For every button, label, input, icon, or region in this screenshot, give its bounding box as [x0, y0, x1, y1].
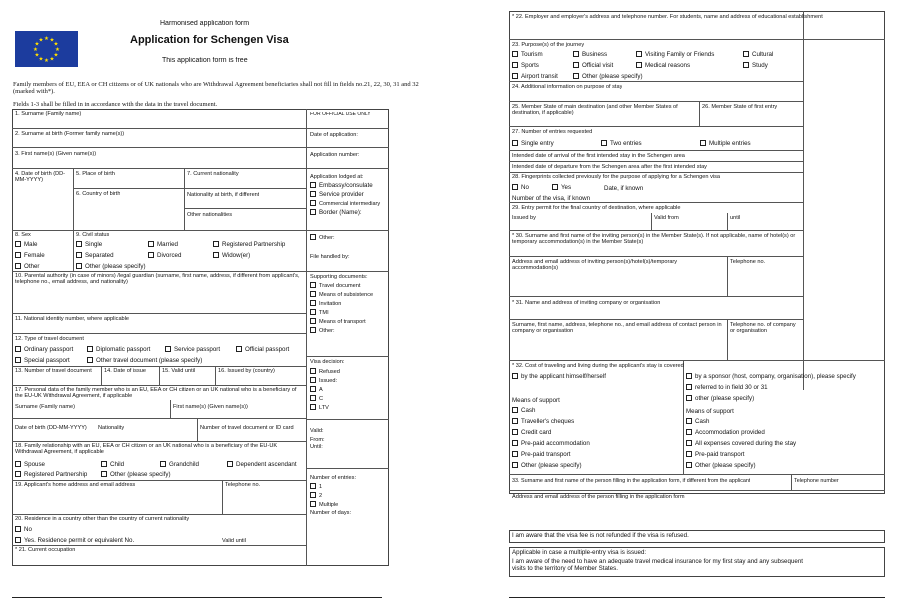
civil-separated-checkbox[interactable]: Separated: [76, 252, 114, 259]
civil-widow-checkbox[interactable]: Widow(er): [213, 252, 250, 259]
visa-ltv-checkbox[interactable]: LTV: [310, 404, 329, 412]
purpose-study-checkbox[interactable]: Study: [743, 62, 768, 69]
permit-valid-from-label: Valid from: [654, 215, 679, 221]
valid-from-label: From:: [310, 437, 325, 443]
eu-stars-icon: [15, 31, 78, 67]
civil-other-checkbox[interactable]: Other (please specify): [76, 263, 146, 270]
visa-a-checkbox[interactable]: A: [310, 386, 323, 394]
field-31-company-label: * 31. Name and address of inviting company or organisation: [512, 300, 661, 306]
purpose-cultural-checkbox[interactable]: Cultural: [743, 51, 773, 58]
company-telephone-label: Telephone no. of company or organisation: [730, 322, 796, 335]
civil-registered-partnership-checkbox[interactable]: Registered Partnership: [213, 241, 285, 248]
field-8-sex-label: 8. Sex: [15, 232, 31, 238]
field-2-surname-birth-label: 2. Surname at birth (Former family name(s)): [15, 131, 125, 137]
inviting-address-label: Address and email address of inviting person(s)/hotel(s)/temporary accommodation(s): [512, 259, 678, 272]
nationality-birth-label: Nationality at birth, if different: [187, 192, 260, 198]
eu-star-icon: ★: [34, 41, 40, 48]
visa-decision-label: Visa decision:: [310, 359, 345, 365]
field-19-address-label: 19. Applicant's home address and email address: [15, 482, 136, 488]
entries-two-checkbox[interactable]: Two entries: [601, 140, 642, 147]
lodged-service-provider-checkbox[interactable]: Service provider: [310, 191, 364, 198]
purpose-tourism-checkbox[interactable]: Tourism: [512, 51, 543, 58]
doc-special-passport-checkbox[interactable]: Special passport: [15, 357, 70, 364]
form-subtitle: Harmonised application form: [160, 20, 250, 27]
visa-refused-checkbox[interactable]: Refused: [310, 368, 340, 376]
doc-other-checkbox[interactable]: Other travel document (please specify): [87, 357, 202, 364]
field-13-doc-number-label: 13. Number of travel document: [15, 368, 92, 374]
purpose-family-checkbox[interactable]: Visiting Family or Friends: [636, 51, 714, 58]
rel-grandchild-checkbox[interactable]: Grandchild: [160, 461, 199, 468]
official-use-label: FOR OFFICIAL USE ONLY: [310, 112, 371, 117]
lodged-commercial-checkbox[interactable]: Commercial intermediary: [310, 200, 380, 208]
fingerprints-no-checkbox[interactable]: No: [512, 184, 529, 191]
field-23-purpose-label: 23. Purpose(s) of the journey: [512, 42, 585, 48]
means-support-right-label: Means of support: [686, 408, 734, 415]
page-2-footer-line: [509, 597, 885, 598]
field-22-employer-label: * 22. Employer and employer's address and telephone number. For students, name and address of educational establishment: [512, 14, 823, 20]
page-gutter: [440, 0, 460, 600]
cost-by-applicant-checkbox[interactable]: by the applicant himself/herself: [512, 373, 606, 380]
rel-registered-partnership-checkbox[interactable]: Registered Partnership: [15, 471, 87, 478]
support-transport-checkbox[interactable]: Means of transport: [310, 318, 366, 326]
eu-star-icon: ★: [53, 52, 59, 59]
field-21-occupation-label: * 21. Current occupation: [15, 547, 76, 553]
sponsor-cash-checkbox[interactable]: Cash: [686, 418, 709, 425]
purpose-sports-checkbox[interactable]: Sports: [512, 62, 539, 69]
field-4-dob-label: 4. Date of birth (DD-MM-YYYY): [15, 171, 66, 184]
field-30-inviting-person-label: * 30. Surname and first name of the inviting person(s) in the Member State(s). If not applicable, name of hotel(s) or temporary accommodation(s) in the Member State(s): [512, 233, 796, 246]
arrival-date-label: Intended date of arrival of the first intended stay in the Schengen area: [512, 153, 685, 159]
field-33-filler-label: 33. Surname and first name of the person filling in the application form, if different from the applicant: [512, 478, 751, 484]
visa-issued-checkbox[interactable]: Issued:: [310, 377, 337, 385]
eu-star-icon: ★: [34, 52, 40, 59]
sex-other-checkbox[interactable]: Other: [15, 263, 39, 270]
family-doc-number-label: Number of travel document or ID card: [200, 425, 294, 431]
entries-single-checkbox[interactable]: Single entry: [512, 140, 554, 147]
support-other-checkbox[interactable]: Other:: [310, 327, 335, 335]
field-15-valid-until-label: 15. Valid until: [162, 368, 196, 374]
field-3-first-name-label: 3. First name(s) (Given name(s)): [15, 151, 97, 157]
support-tmi-checkbox[interactable]: TMI: [310, 309, 329, 317]
visa-c-checkbox[interactable]: C: [310, 395, 323, 403]
permit-issued-by-label: Issued by: [512, 215, 536, 221]
field-25-destination-label: 25. Member State of main destination (and other Member States of destination, if applicable): [512, 104, 678, 117]
field-1-surname-label: 1. Surname (Family name): [15, 111, 82, 117]
file-handled-label: File handled by:: [310, 254, 350, 260]
sponsor-all-expenses-checkbox[interactable]: All expenses covered during the stay: [686, 440, 796, 447]
sponsor-other-means-checkbox[interactable]: Other (please specify): [686, 462, 756, 469]
entries-multiple-req-checkbox[interactable]: Multiple entries: [700, 140, 751, 147]
contact-person-label: Surname, first name, address, telephone no., and email address of contact person in company or organisation: [512, 322, 722, 335]
multiple-entry-text: I am aware of the need to have an adequate travel medical insurance for my first stay and any subsequent visits to the territory of Member States.: [512, 558, 803, 573]
entries-multiple-checkbox[interactable]: Multiple: [310, 501, 338, 509]
rel-dependent-checkbox[interactable]: Dependent ascendant: [227, 461, 297, 468]
doc-diplomatic-passport-checkbox[interactable]: Diplomatic passport: [87, 346, 150, 353]
form-page-1: [0, 0, 440, 600]
field-24-additional-label: 24. Additional information on purpose of stay: [512, 84, 623, 90]
home-telephone-label: Telephone no.: [225, 482, 261, 488]
eu-star-icon: ★: [49, 56, 55, 63]
filler-telephone-label: Telephone number: [794, 478, 839, 484]
field-32-cost-label: * 32. Cost of traveling and living during the applicant's stay is covered: [512, 363, 684, 369]
field-17-family-member-label: 17. Personal data of the family member who is an EU, EEA or CH citizen or an UK national who is a beneficiary of the EU-UK Withdrawal Agreement, if applicable: [15, 387, 297, 400]
cost-by-sponsor-checkbox[interactable]: by a sponsor (host, company, organisation), please specify: [686, 373, 856, 380]
filler-address-label: Address and email address of the person filling in the application form: [512, 494, 685, 500]
eu-star-icon: ★: [55, 47, 60, 53]
valid-label: Valid:: [310, 428, 324, 434]
form-page-2: [460, 0, 900, 600]
family-first-name-label: First name(s) (Given name(s)): [173, 404, 248, 410]
departure-date-label: Intended date of departure from the Schengen area after the first intended stay: [512, 164, 707, 170]
civil-married-checkbox[interactable]: Married: [148, 241, 178, 248]
eu-star-icon: ★: [38, 37, 44, 44]
rel-child-checkbox[interactable]: Child: [101, 461, 124, 468]
residence-yes-checkbox[interactable]: Yes. Residence permit or equivalent No.: [15, 537, 134, 544]
purpose-transit-checkbox[interactable]: Airport transit: [512, 73, 558, 80]
sponsor-prepaid-transport-checkbox[interactable]: Pre-paid transport: [686, 451, 745, 458]
rel-spouse-checkbox[interactable]: Spouse: [15, 461, 45, 468]
valid-until-office-label: Until:: [310, 444, 323, 450]
sex-male-checkbox[interactable]: Male: [15, 241, 37, 248]
field-14-issue-date-label: 14. Date of issue: [104, 368, 146, 374]
eu-star-icon: ★: [44, 58, 49, 64]
purpose-official-checkbox[interactable]: Official visit: [573, 62, 613, 69]
sponsor-accommodation-checkbox[interactable]: Accommodation provided: [686, 429, 765, 436]
means-support-left-label: Means of support: [512, 397, 560, 404]
eu-star-icon: ★: [49, 37, 55, 44]
rel-other-checkbox[interactable]: Other (please specify): [101, 471, 171, 478]
field-12-doc-type-label: 12. Type of travel document: [15, 336, 84, 342]
entries-1-checkbox[interactable]: 1: [310, 483, 322, 491]
field-6-country-birth-label: 6. Country of birth: [76, 191, 121, 197]
family-surname-label: Surname (Family name): [15, 404, 75, 410]
field-9-civil-status-label: 9. Civil status: [76, 232, 110, 238]
lodged-embassy-checkbox[interactable]: Embassy/consulate: [310, 182, 373, 189]
field-26-first-entry-label: 26. Member State of first entry: [702, 104, 778, 110]
lodged-border-checkbox[interactable]: Border (Name):: [310, 209, 362, 216]
support-travel-doc-checkbox[interactable]: Travel document: [310, 282, 360, 290]
purpose-medical-checkbox[interactable]: Medical reasons: [636, 62, 690, 69]
permit-until-label: until: [730, 215, 741, 221]
eu-flag-logo: [15, 31, 78, 67]
sponsor-other-checkbox[interactable]: other (please specify): [686, 395, 754, 402]
field-5-place-birth-label: 5. Place of birth: [76, 171, 115, 177]
other-nationalities-label: Other nationalities: [187, 212, 233, 218]
civil-divorced-checkbox[interactable]: Divorced: [148, 252, 181, 259]
field-10-guardian-label: 10. Parental authority (in case of minors) /legal guardian (surname, first name, address, if different from applicant's, telephone no., email address, and nationality): [15, 273, 300, 286]
means-credit-card-checkbox[interactable]: Credit card: [512, 429, 551, 436]
family-members-note: Family members of EU, EEA or CH citizens or of UK nationals who are Withdrawal Agreement beneficiaries shall not fill in fields no.21, 22, 30, 31 and 32 (marked with*).: [13, 81, 419, 96]
eu-star-icon: ★: [44, 36, 49, 42]
civil-single-checkbox[interactable]: Single: [76, 241, 102, 248]
eu-star-icon: ★: [33, 47, 38, 53]
fee-notice-text: I am aware that the visa fee is not refunded if the visa is refused.: [512, 532, 689, 539]
sex-female-checkbox[interactable]: Female: [15, 252, 45, 259]
multiple-entry-heading: Applicable in case a multiple-entry visa is issued:: [512, 549, 647, 556]
fields-note: Fields 1-3 shall be filled in in accordance with the data in the travel document.: [13, 101, 218, 108]
field-7-nationality-label: 7. Current nationality: [187, 171, 239, 177]
field-11-national-id-label: 11. National identity number, where applicable: [15, 316, 130, 322]
form-free-note: This application form is free: [162, 57, 248, 64]
purpose-other-checkbox[interactable]: Other (please specify): [573, 73, 643, 80]
field-28-fingerprints-label: 28. Fingerprints collected previously for the purpose of applying for a Schengen visa: [512, 174, 721, 180]
means-cheques-checkbox[interactable]: Traveller's cheques: [512, 418, 574, 425]
supporting-docs-label: Supporting documents:: [310, 274, 368, 280]
support-invitation-checkbox[interactable]: Invitation: [310, 300, 341, 308]
means-prepaid-transport-checkbox[interactable]: Pre-paid transport: [512, 451, 571, 458]
eu-star-icon: ★: [53, 41, 59, 48]
page-1-footer-line: [12, 597, 382, 598]
office-other-label[interactable]: Other:: [310, 234, 335, 241]
days-label: Number of days:: [310, 510, 352, 516]
entries-label: Number of entries:: [310, 475, 357, 481]
field-16-issued-by-label: 16. Issued by (country): [218, 368, 275, 374]
doc-service-passport-checkbox[interactable]: Service passport: [165, 346, 220, 353]
doc-ordinary-passport-checkbox[interactable]: Ordinary passport: [15, 346, 73, 353]
means-prepaid-accommodation-checkbox[interactable]: Pre-paid accommodation: [512, 440, 590, 447]
doc-official-passport-checkbox[interactable]: Official passport: [236, 346, 289, 353]
sponsor-referred-checkbox[interactable]: referred to in field 30 or 31: [686, 384, 768, 391]
residence-valid-until-label: Valid until: [222, 538, 246, 544]
fingerprints-yes-checkbox[interactable]: Yes: [552, 184, 571, 191]
form-title: Application for Schengen Visa: [130, 34, 289, 46]
date-application-label: Date of application:: [310, 132, 358, 138]
means-cash-checkbox[interactable]: Cash: [512, 407, 535, 414]
visa-number-label: Number of the visa, if known: [512, 195, 591, 202]
purpose-business-checkbox[interactable]: Business: [573, 51, 607, 58]
application-number-label: Application number:: [310, 152, 360, 158]
field-18-relationship-label: 18. Family relationship with an EU, EEA or CH citizen or an UK national who is a beneficiary of the EU-UK Withdrawal Agreement, if applicable: [15, 443, 278, 456]
field-20-residence-label: 20. Residence in a country other than the country of current nationality: [15, 516, 190, 522]
eu-star-icon: ★: [38, 56, 44, 63]
lodged-at-label: Application lodged at:: [310, 174, 364, 180]
field-29-entry-permit-label: 29. Entry permit for the final country of destination, where applicable: [512, 205, 681, 211]
family-nationality-label: Nationality: [98, 425, 125, 431]
family-dob-label: Date of birth (DD-MM-YYYY): [15, 425, 87, 431]
means-other-checkbox[interactable]: Other (please specify): [512, 462, 582, 469]
residence-no-checkbox[interactable]: No: [15, 526, 32, 533]
entries-2-checkbox[interactable]: 2: [310, 492, 322, 500]
field-27-entries-label: 27. Number of entries requested: [512, 129, 593, 135]
fingerprints-date-label: Date, if known: [604, 185, 644, 192]
inviting-telephone-label: Telephone no.: [730, 259, 766, 265]
support-subsistence-checkbox[interactable]: Means of subsistence: [310, 291, 373, 299]
